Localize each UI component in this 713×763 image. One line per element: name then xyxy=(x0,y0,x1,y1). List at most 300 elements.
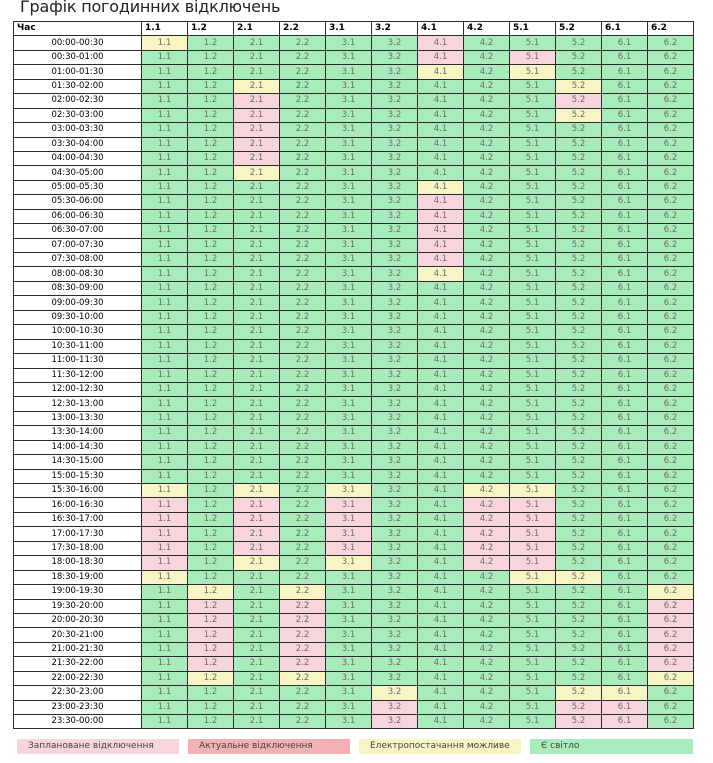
status-cell: 1.2 xyxy=(188,657,234,671)
status-cell: 5.2 xyxy=(556,123,602,137)
status-cell: 4.1 xyxy=(418,686,464,700)
status-cell: 3.2 xyxy=(372,700,418,714)
status-cell: 6.2 xyxy=(648,253,694,267)
table-row xyxy=(14,151,694,165)
status-cell: 5.2 xyxy=(556,65,602,79)
table-row xyxy=(14,94,694,108)
status-cell: 4.2 xyxy=(464,123,510,137)
status-cell: 4.2 xyxy=(464,455,510,469)
status-cell: 2.1 xyxy=(234,209,280,223)
status-cell: 5.2 xyxy=(556,512,602,526)
status-cell: 6.2 xyxy=(648,426,694,440)
status-cell: 6.2 xyxy=(648,195,694,209)
status-cell: 4.2 xyxy=(464,700,510,714)
status-cell: 4.2 xyxy=(464,671,510,685)
status-cell: 5.1 xyxy=(510,455,556,469)
status-cell: 4.2 xyxy=(464,512,510,526)
status-cell: 5.1 xyxy=(510,50,556,64)
status-cell: 6.2 xyxy=(648,65,694,79)
status-cell: 4.1 xyxy=(418,585,464,599)
status-cell: 3.2 xyxy=(372,238,418,252)
time-slot-label: 04:30-05:00 xyxy=(14,166,142,180)
time-slot-label: 19:30-20:00 xyxy=(14,599,142,613)
status-cell: 1.1 xyxy=(142,325,188,339)
status-cell: 2.1 xyxy=(234,65,280,79)
status-cell: 6.2 xyxy=(648,325,694,339)
column-header-group: 2.2 xyxy=(280,22,326,36)
status-cell: 1.2 xyxy=(188,209,234,223)
status-cell: 2.2 xyxy=(280,94,326,108)
table-row xyxy=(14,253,694,267)
status-cell: 4.1 xyxy=(418,253,464,267)
status-cell: 3.1 xyxy=(326,339,372,353)
status-cell: 5.2 xyxy=(556,686,602,700)
status-cell: 4.2 xyxy=(464,325,510,339)
status-cell: 2.1 xyxy=(234,426,280,440)
status-cell: 4.2 xyxy=(464,253,510,267)
time-slot-label: 09:30-10:00 xyxy=(14,310,142,324)
status-cell: 4.2 xyxy=(464,599,510,613)
status-cell: 2.2 xyxy=(280,469,326,483)
status-cell: 5.1 xyxy=(510,224,556,238)
status-cell: 5.2 xyxy=(556,209,602,223)
status-cell: 5.2 xyxy=(556,325,602,339)
status-cell: 1.2 xyxy=(188,296,234,310)
status-cell: 4.1 xyxy=(418,224,464,238)
status-cell: 1.2 xyxy=(188,368,234,382)
status-cell: 3.1 xyxy=(326,79,372,93)
status-cell: 2.2 xyxy=(280,166,326,180)
status-cell: 1.2 xyxy=(188,224,234,238)
status-cell: 4.1 xyxy=(418,339,464,353)
status-cell: 5.2 xyxy=(556,700,602,714)
status-cell: 2.2 xyxy=(280,657,326,671)
status-cell: 5.1 xyxy=(510,253,556,267)
legend-item: Є світло xyxy=(530,739,693,754)
status-cell: 4.2 xyxy=(464,686,510,700)
status-cell: 2.1 xyxy=(234,108,280,122)
status-cell: 3.1 xyxy=(326,267,372,281)
status-cell: 3.1 xyxy=(326,36,372,50)
status-cell: 6.2 xyxy=(648,209,694,223)
status-cell: 5.1 xyxy=(510,512,556,526)
status-cell: 2.2 xyxy=(280,628,326,642)
status-cell: 5.1 xyxy=(510,613,556,627)
status-cell: 3.1 xyxy=(326,498,372,512)
status-cell: 6.1 xyxy=(602,368,648,382)
status-cell: 4.1 xyxy=(418,657,464,671)
status-cell: 6.2 xyxy=(648,686,694,700)
status-cell: 2.2 xyxy=(280,296,326,310)
status-cell: 4.2 xyxy=(464,382,510,396)
status-cell: 2.1 xyxy=(234,310,280,324)
status-cell: 4.1 xyxy=(418,79,464,93)
status-cell: 5.1 xyxy=(510,599,556,613)
status-cell: 3.2 xyxy=(372,108,418,122)
status-cell: 6.1 xyxy=(602,123,648,137)
status-cell: 4.1 xyxy=(418,281,464,295)
time-slot-label: 07:30-08:00 xyxy=(14,253,142,267)
status-cell: 2.1 xyxy=(234,411,280,425)
status-cell: 2.2 xyxy=(280,700,326,714)
status-cell: 4.1 xyxy=(418,108,464,122)
status-cell: 2.1 xyxy=(234,556,280,570)
status-cell: 2.2 xyxy=(280,585,326,599)
status-cell: 3.2 xyxy=(372,310,418,324)
status-cell: 2.2 xyxy=(280,151,326,165)
status-cell: 5.1 xyxy=(510,368,556,382)
status-cell: 2.1 xyxy=(234,382,280,396)
status-cell: 6.1 xyxy=(602,642,648,656)
status-cell: 6.2 xyxy=(648,79,694,93)
status-cell: 2.2 xyxy=(280,411,326,425)
status-cell: 1.1 xyxy=(142,642,188,656)
status-cell: 1.2 xyxy=(188,426,234,440)
status-cell: 5.2 xyxy=(556,267,602,281)
status-cell: 6.1 xyxy=(602,613,648,627)
status-cell: 6.1 xyxy=(602,281,648,295)
status-cell: 5.2 xyxy=(556,151,602,165)
status-cell: 6.2 xyxy=(648,599,694,613)
table-row xyxy=(14,195,694,209)
time-slot-label: 06:00-06:30 xyxy=(14,209,142,223)
status-cell: 3.1 xyxy=(326,585,372,599)
status-cell: 2.2 xyxy=(280,253,326,267)
status-cell: 5.2 xyxy=(556,50,602,64)
status-cell: 5.1 xyxy=(510,426,556,440)
status-cell: 6.2 xyxy=(648,657,694,671)
status-cell: 1.1 xyxy=(142,657,188,671)
table-row xyxy=(14,209,694,223)
status-cell: 5.2 xyxy=(556,411,602,425)
status-cell: 2.1 xyxy=(234,166,280,180)
time-slot-label: 19:00-19:30 xyxy=(14,585,142,599)
time-slot-label: 14:30-15:00 xyxy=(14,455,142,469)
status-cell: 4.1 xyxy=(418,484,464,498)
status-cell: 5.1 xyxy=(510,686,556,700)
status-cell: 4.1 xyxy=(418,599,464,613)
status-cell: 4.1 xyxy=(418,123,464,137)
status-cell: 6.2 xyxy=(648,411,694,425)
status-cell: 5.1 xyxy=(510,585,556,599)
time-slot-label: 23:30-00:00 xyxy=(14,715,142,729)
status-cell: 6.2 xyxy=(648,440,694,454)
status-cell: 1.1 xyxy=(142,339,188,353)
status-cell: 3.2 xyxy=(372,527,418,541)
status-cell: 2.2 xyxy=(280,498,326,512)
time-slot-label: 02:30-03:00 xyxy=(14,108,142,122)
status-cell: 6.2 xyxy=(648,94,694,108)
status-cell: 4.1 xyxy=(418,36,464,50)
status-cell: 1.2 xyxy=(188,397,234,411)
status-cell: 1.1 xyxy=(142,426,188,440)
status-cell: 2.2 xyxy=(280,137,326,151)
status-cell: 5.2 xyxy=(556,36,602,50)
status-cell: 6.2 xyxy=(648,368,694,382)
status-cell: 6.2 xyxy=(648,137,694,151)
status-cell: 6.2 xyxy=(648,224,694,238)
status-cell: 1.2 xyxy=(188,354,234,368)
status-cell: 1.1 xyxy=(142,411,188,425)
status-cell: 4.2 xyxy=(464,484,510,498)
time-slot-label: 03:30-04:00 xyxy=(14,137,142,151)
status-cell: 3.1 xyxy=(326,65,372,79)
status-cell: 4.1 xyxy=(418,527,464,541)
status-cell: 5.1 xyxy=(510,498,556,512)
status-cell: 6.1 xyxy=(602,151,648,165)
status-cell: 4.1 xyxy=(418,166,464,180)
status-cell: 2.1 xyxy=(234,512,280,526)
status-cell: 2.2 xyxy=(280,382,326,396)
status-cell: 6.1 xyxy=(602,253,648,267)
status-cell: 3.1 xyxy=(326,628,372,642)
status-cell: 2.1 xyxy=(234,541,280,555)
table-row xyxy=(14,585,694,599)
time-slot-label: 06:30-07:00 xyxy=(14,224,142,238)
status-cell: 3.2 xyxy=(372,166,418,180)
status-cell: 5.2 xyxy=(556,613,602,627)
status-cell: 4.2 xyxy=(464,281,510,295)
status-cell: 3.1 xyxy=(326,599,372,613)
status-cell: 6.2 xyxy=(648,339,694,353)
status-cell: 6.2 xyxy=(648,527,694,541)
status-cell: 4.1 xyxy=(418,195,464,209)
page-title: Графік погодинних відключень xyxy=(20,0,281,16)
status-cell: 2.1 xyxy=(234,469,280,483)
status-cell: 3.2 xyxy=(372,628,418,642)
status-cell: 5.1 xyxy=(510,339,556,353)
status-cell: 6.2 xyxy=(648,397,694,411)
time-slot-label: 11:30-12:00 xyxy=(14,368,142,382)
status-cell: 6.2 xyxy=(648,570,694,584)
status-cell: 4.2 xyxy=(464,613,510,627)
status-cell: 2.2 xyxy=(280,440,326,454)
status-cell: 6.1 xyxy=(602,541,648,555)
status-cell: 1.2 xyxy=(188,599,234,613)
status-cell: 5.2 xyxy=(556,585,602,599)
status-cell: 6.1 xyxy=(602,570,648,584)
table-row xyxy=(14,498,694,512)
time-slot-label: 08:30-09:00 xyxy=(14,281,142,295)
status-cell: 2.1 xyxy=(234,253,280,267)
status-cell: 1.1 xyxy=(142,628,188,642)
status-cell: 2.1 xyxy=(234,354,280,368)
status-cell: 2.2 xyxy=(280,613,326,627)
status-cell: 3.2 xyxy=(372,209,418,223)
status-cell: 6.1 xyxy=(602,426,648,440)
table-row xyxy=(14,123,694,137)
status-cell: 3.1 xyxy=(326,209,372,223)
status-cell: 5.1 xyxy=(510,354,556,368)
status-cell: 5.1 xyxy=(510,108,556,122)
status-cell: 6.1 xyxy=(602,527,648,541)
table-row xyxy=(14,455,694,469)
status-cell: 2.2 xyxy=(280,599,326,613)
table-row xyxy=(14,599,694,613)
status-cell: 3.2 xyxy=(372,657,418,671)
status-cell: 3.1 xyxy=(326,238,372,252)
status-cell: 6.2 xyxy=(648,238,694,252)
status-cell: 5.1 xyxy=(510,137,556,151)
status-cell: 2.2 xyxy=(280,426,326,440)
status-cell: 5.2 xyxy=(556,599,602,613)
status-cell: 6.2 xyxy=(648,556,694,570)
status-cell: 1.1 xyxy=(142,527,188,541)
status-cell: 3.2 xyxy=(372,382,418,396)
table-row xyxy=(14,166,694,180)
status-cell: 5.2 xyxy=(556,469,602,483)
status-cell: 3.2 xyxy=(372,36,418,50)
table-row xyxy=(14,512,694,526)
time-slot-label: 10:30-11:00 xyxy=(14,339,142,353)
legend xyxy=(17,739,693,755)
status-cell: 6.1 xyxy=(602,686,648,700)
status-cell: 4.2 xyxy=(464,498,510,512)
status-cell: 5.1 xyxy=(510,671,556,685)
status-cell: 4.1 xyxy=(418,628,464,642)
status-cell: 3.1 xyxy=(326,108,372,122)
table-row xyxy=(14,715,694,729)
table-row xyxy=(14,657,694,671)
status-cell: 1.1 xyxy=(142,498,188,512)
status-cell: 3.2 xyxy=(372,151,418,165)
status-cell: 3.2 xyxy=(372,281,418,295)
status-cell: 2.2 xyxy=(280,556,326,570)
status-cell: 3.1 xyxy=(326,484,372,498)
status-cell: 6.1 xyxy=(602,166,648,180)
status-cell: 2.1 xyxy=(234,657,280,671)
status-cell: 5.1 xyxy=(510,180,556,194)
status-cell: 3.1 xyxy=(326,657,372,671)
status-cell: 1.2 xyxy=(188,253,234,267)
status-cell: 6.1 xyxy=(602,455,648,469)
status-cell: 4.2 xyxy=(464,108,510,122)
status-cell: 4.1 xyxy=(418,498,464,512)
status-cell: 4.2 xyxy=(464,570,510,584)
status-cell: 5.1 xyxy=(510,657,556,671)
status-cell: 1.2 xyxy=(188,411,234,425)
status-cell: 6.1 xyxy=(602,224,648,238)
status-cell: 6.2 xyxy=(648,628,694,642)
outage-schedule-grid xyxy=(13,21,694,729)
status-cell: 2.2 xyxy=(280,512,326,526)
status-cell: 3.2 xyxy=(372,296,418,310)
status-cell: 3.2 xyxy=(372,65,418,79)
status-cell: 1.1 xyxy=(142,151,188,165)
status-cell: 2.1 xyxy=(234,79,280,93)
status-cell: 2.2 xyxy=(280,541,326,555)
status-cell: 1.2 xyxy=(188,267,234,281)
status-cell: 5.2 xyxy=(556,94,602,108)
status-cell: 4.2 xyxy=(464,397,510,411)
status-cell: 5.2 xyxy=(556,642,602,656)
status-cell: 4.2 xyxy=(464,180,510,194)
status-cell: 3.1 xyxy=(326,527,372,541)
table-row xyxy=(14,613,694,627)
status-cell: 5.1 xyxy=(510,382,556,396)
status-cell: 3.2 xyxy=(372,671,418,685)
time-slot-label: 21:00-21:30 xyxy=(14,642,142,656)
status-cell: 6.2 xyxy=(648,123,694,137)
status-cell: 4.2 xyxy=(464,469,510,483)
status-cell: 1.1 xyxy=(142,368,188,382)
status-cell: 4.1 xyxy=(418,325,464,339)
status-cell: 6.1 xyxy=(602,238,648,252)
status-cell: 1.2 xyxy=(188,123,234,137)
status-cell: 5.2 xyxy=(556,79,602,93)
status-cell: 4.1 xyxy=(418,671,464,685)
status-cell: 3.1 xyxy=(326,426,372,440)
status-cell: 2.1 xyxy=(234,123,280,137)
status-cell: 4.1 xyxy=(418,556,464,570)
status-cell: 5.2 xyxy=(556,137,602,151)
status-cell: 4.1 xyxy=(418,151,464,165)
status-cell: 2.2 xyxy=(280,108,326,122)
status-cell: 1.1 xyxy=(142,224,188,238)
status-cell: 3.2 xyxy=(372,137,418,151)
status-cell: 3.1 xyxy=(326,325,372,339)
status-cell: 1.1 xyxy=(142,195,188,209)
status-cell: 4.1 xyxy=(418,267,464,281)
status-cell: 1.1 xyxy=(142,671,188,685)
status-cell: 4.1 xyxy=(418,296,464,310)
status-cell: 1.1 xyxy=(142,512,188,526)
column-header-group: 5.2 xyxy=(556,22,602,36)
status-cell: 4.1 xyxy=(418,368,464,382)
status-cell: 2.1 xyxy=(234,339,280,353)
time-slot-label: 11:00-11:30 xyxy=(14,354,142,368)
time-slot-label: 10:00-10:30 xyxy=(14,325,142,339)
status-cell: 5.1 xyxy=(510,527,556,541)
status-cell: 2.2 xyxy=(280,715,326,729)
status-cell: 6.2 xyxy=(648,281,694,295)
status-cell: 6.1 xyxy=(602,700,648,714)
status-cell: 3.2 xyxy=(372,354,418,368)
status-cell: 5.1 xyxy=(510,325,556,339)
status-cell: 1.1 xyxy=(142,166,188,180)
status-cell: 1.2 xyxy=(188,166,234,180)
status-cell: 2.1 xyxy=(234,195,280,209)
table-row xyxy=(14,65,694,79)
status-cell: 2.1 xyxy=(234,94,280,108)
status-cell: 1.2 xyxy=(188,613,234,627)
time-slot-label: 00:00-00:30 xyxy=(14,36,142,50)
status-cell: 1.2 xyxy=(188,281,234,295)
status-cell: 3.2 xyxy=(372,469,418,483)
table-row xyxy=(14,484,694,498)
status-cell: 3.1 xyxy=(326,541,372,555)
status-cell: 6.1 xyxy=(602,180,648,194)
status-cell: 5.1 xyxy=(510,541,556,555)
status-cell: 3.2 xyxy=(372,224,418,238)
status-cell: 4.2 xyxy=(464,195,510,209)
status-cell: 2.2 xyxy=(280,209,326,223)
status-cell: 4.2 xyxy=(464,209,510,223)
status-cell: 6.2 xyxy=(648,700,694,714)
status-cell: 3.2 xyxy=(372,426,418,440)
status-cell: 1.2 xyxy=(188,137,234,151)
status-cell: 1.1 xyxy=(142,209,188,223)
status-cell: 1.1 xyxy=(142,570,188,584)
time-slot-label: 12:30-13:00 xyxy=(14,397,142,411)
status-cell: 4.2 xyxy=(464,642,510,656)
status-cell: 3.2 xyxy=(372,498,418,512)
status-cell: 3.2 xyxy=(372,556,418,570)
status-cell: 5.2 xyxy=(556,570,602,584)
column-header-group: 2.1 xyxy=(234,22,280,36)
status-cell: 4.1 xyxy=(418,310,464,324)
status-cell: 2.2 xyxy=(280,281,326,295)
